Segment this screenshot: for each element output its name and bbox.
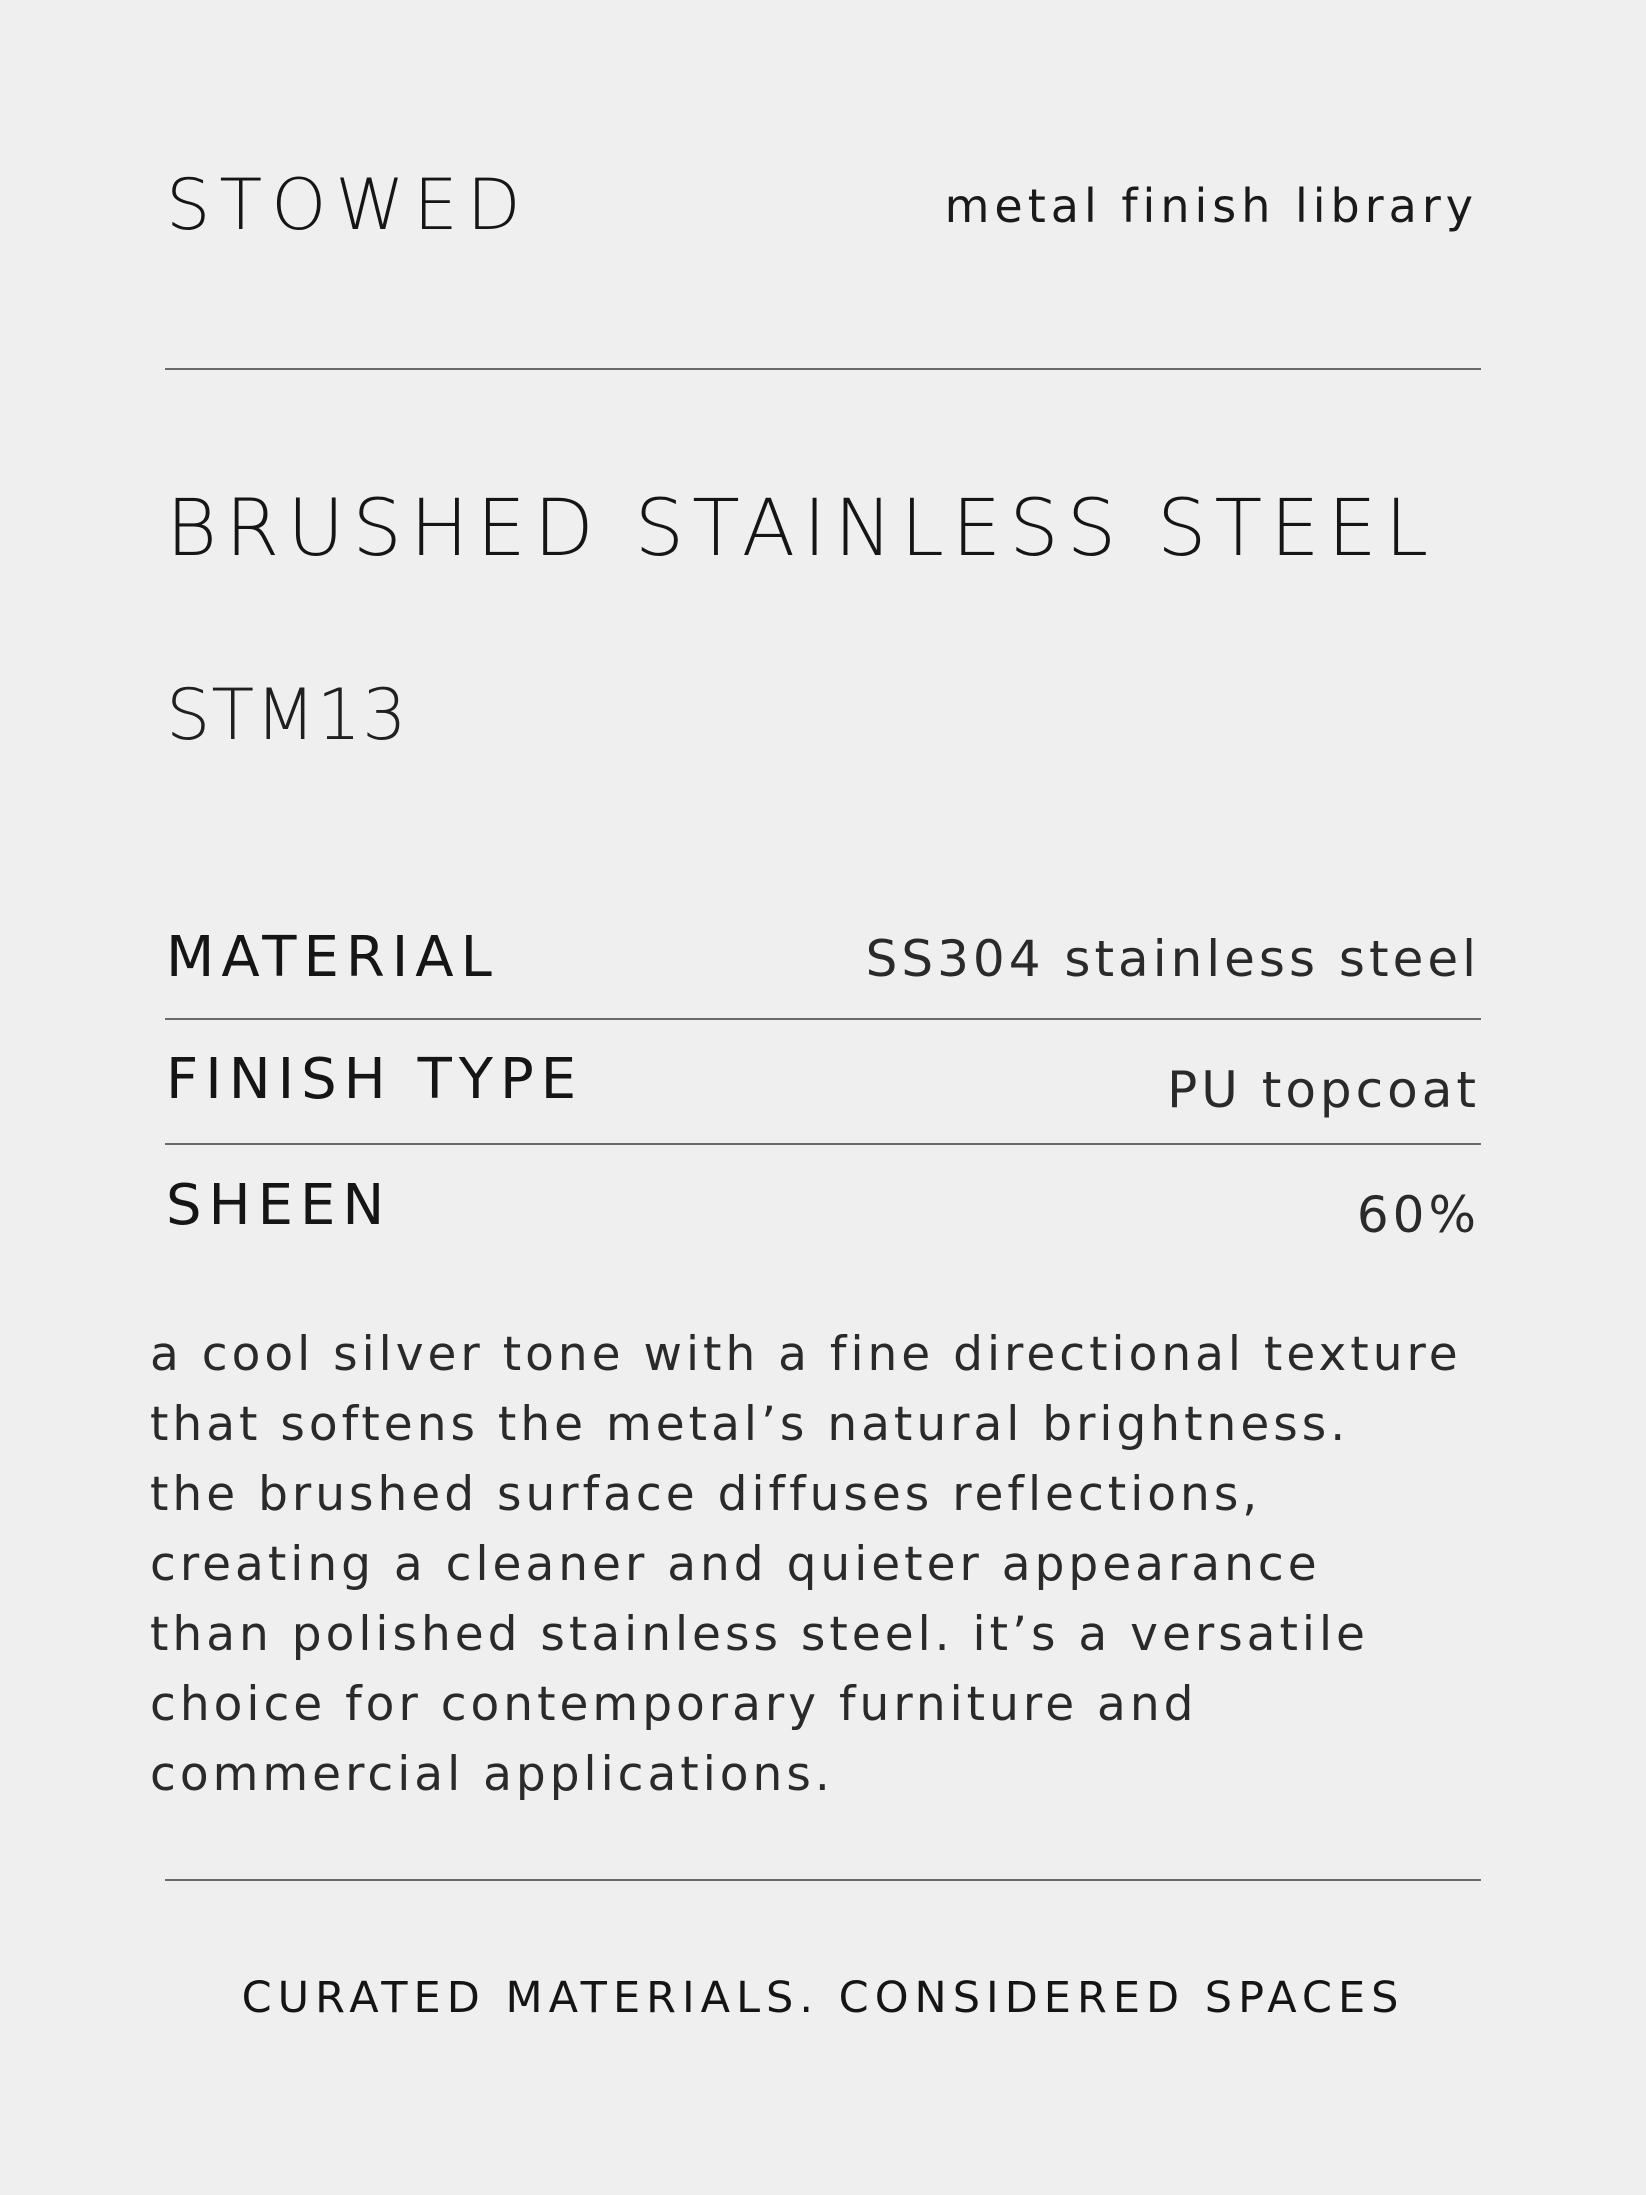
description-line: a cool silver tone with a fine directional texture <box>150 1327 1462 1382</box>
product-name: BRUSHED STAINLESS STEEL <box>166 484 1437 574</box>
description-line: creating a cleaner and quieter appearance <box>150 1537 1321 1592</box>
spec-divider <box>165 1018 1481 1020</box>
spec-label-finish-type: FINISH TYPE <box>166 1047 584 1112</box>
header-divider <box>165 368 1481 370</box>
spec-value-material: SS304 stainless steel <box>865 930 1480 988</box>
product-description <box>150 1320 1510 1810</box>
section-label: metal finish library <box>944 179 1478 233</box>
description-line: commercial applications. <box>150 1747 834 1802</box>
description-line: than polished stainless steel. it’s a versatile <box>150 1607 1369 1662</box>
spec-value-sheen: 60% <box>1356 1186 1480 1244</box>
brand-logo: STOWED <box>166 164 530 246</box>
spec-divider <box>165 1143 1481 1145</box>
spec-value-finish-type: PU topcoat <box>1167 1061 1480 1119</box>
description-line: the brushed surface diffuses reflections, <box>150 1467 1262 1522</box>
footer-divider <box>165 1879 1481 1881</box>
spec-label-sheen: SHEEN <box>166 1173 392 1238</box>
spec-label-material: MATERIAL <box>166 925 499 990</box>
product-code: STM13 <box>166 674 408 756</box>
description-line: that softens the metal’s natural brightness. <box>150 1397 1350 1452</box>
description-line: choice for contemporary furniture and <box>150 1677 1198 1732</box>
footer-tagline: CURATED MATERIALS. CONSIDERED SPACES <box>241 1973 1405 2023</box>
